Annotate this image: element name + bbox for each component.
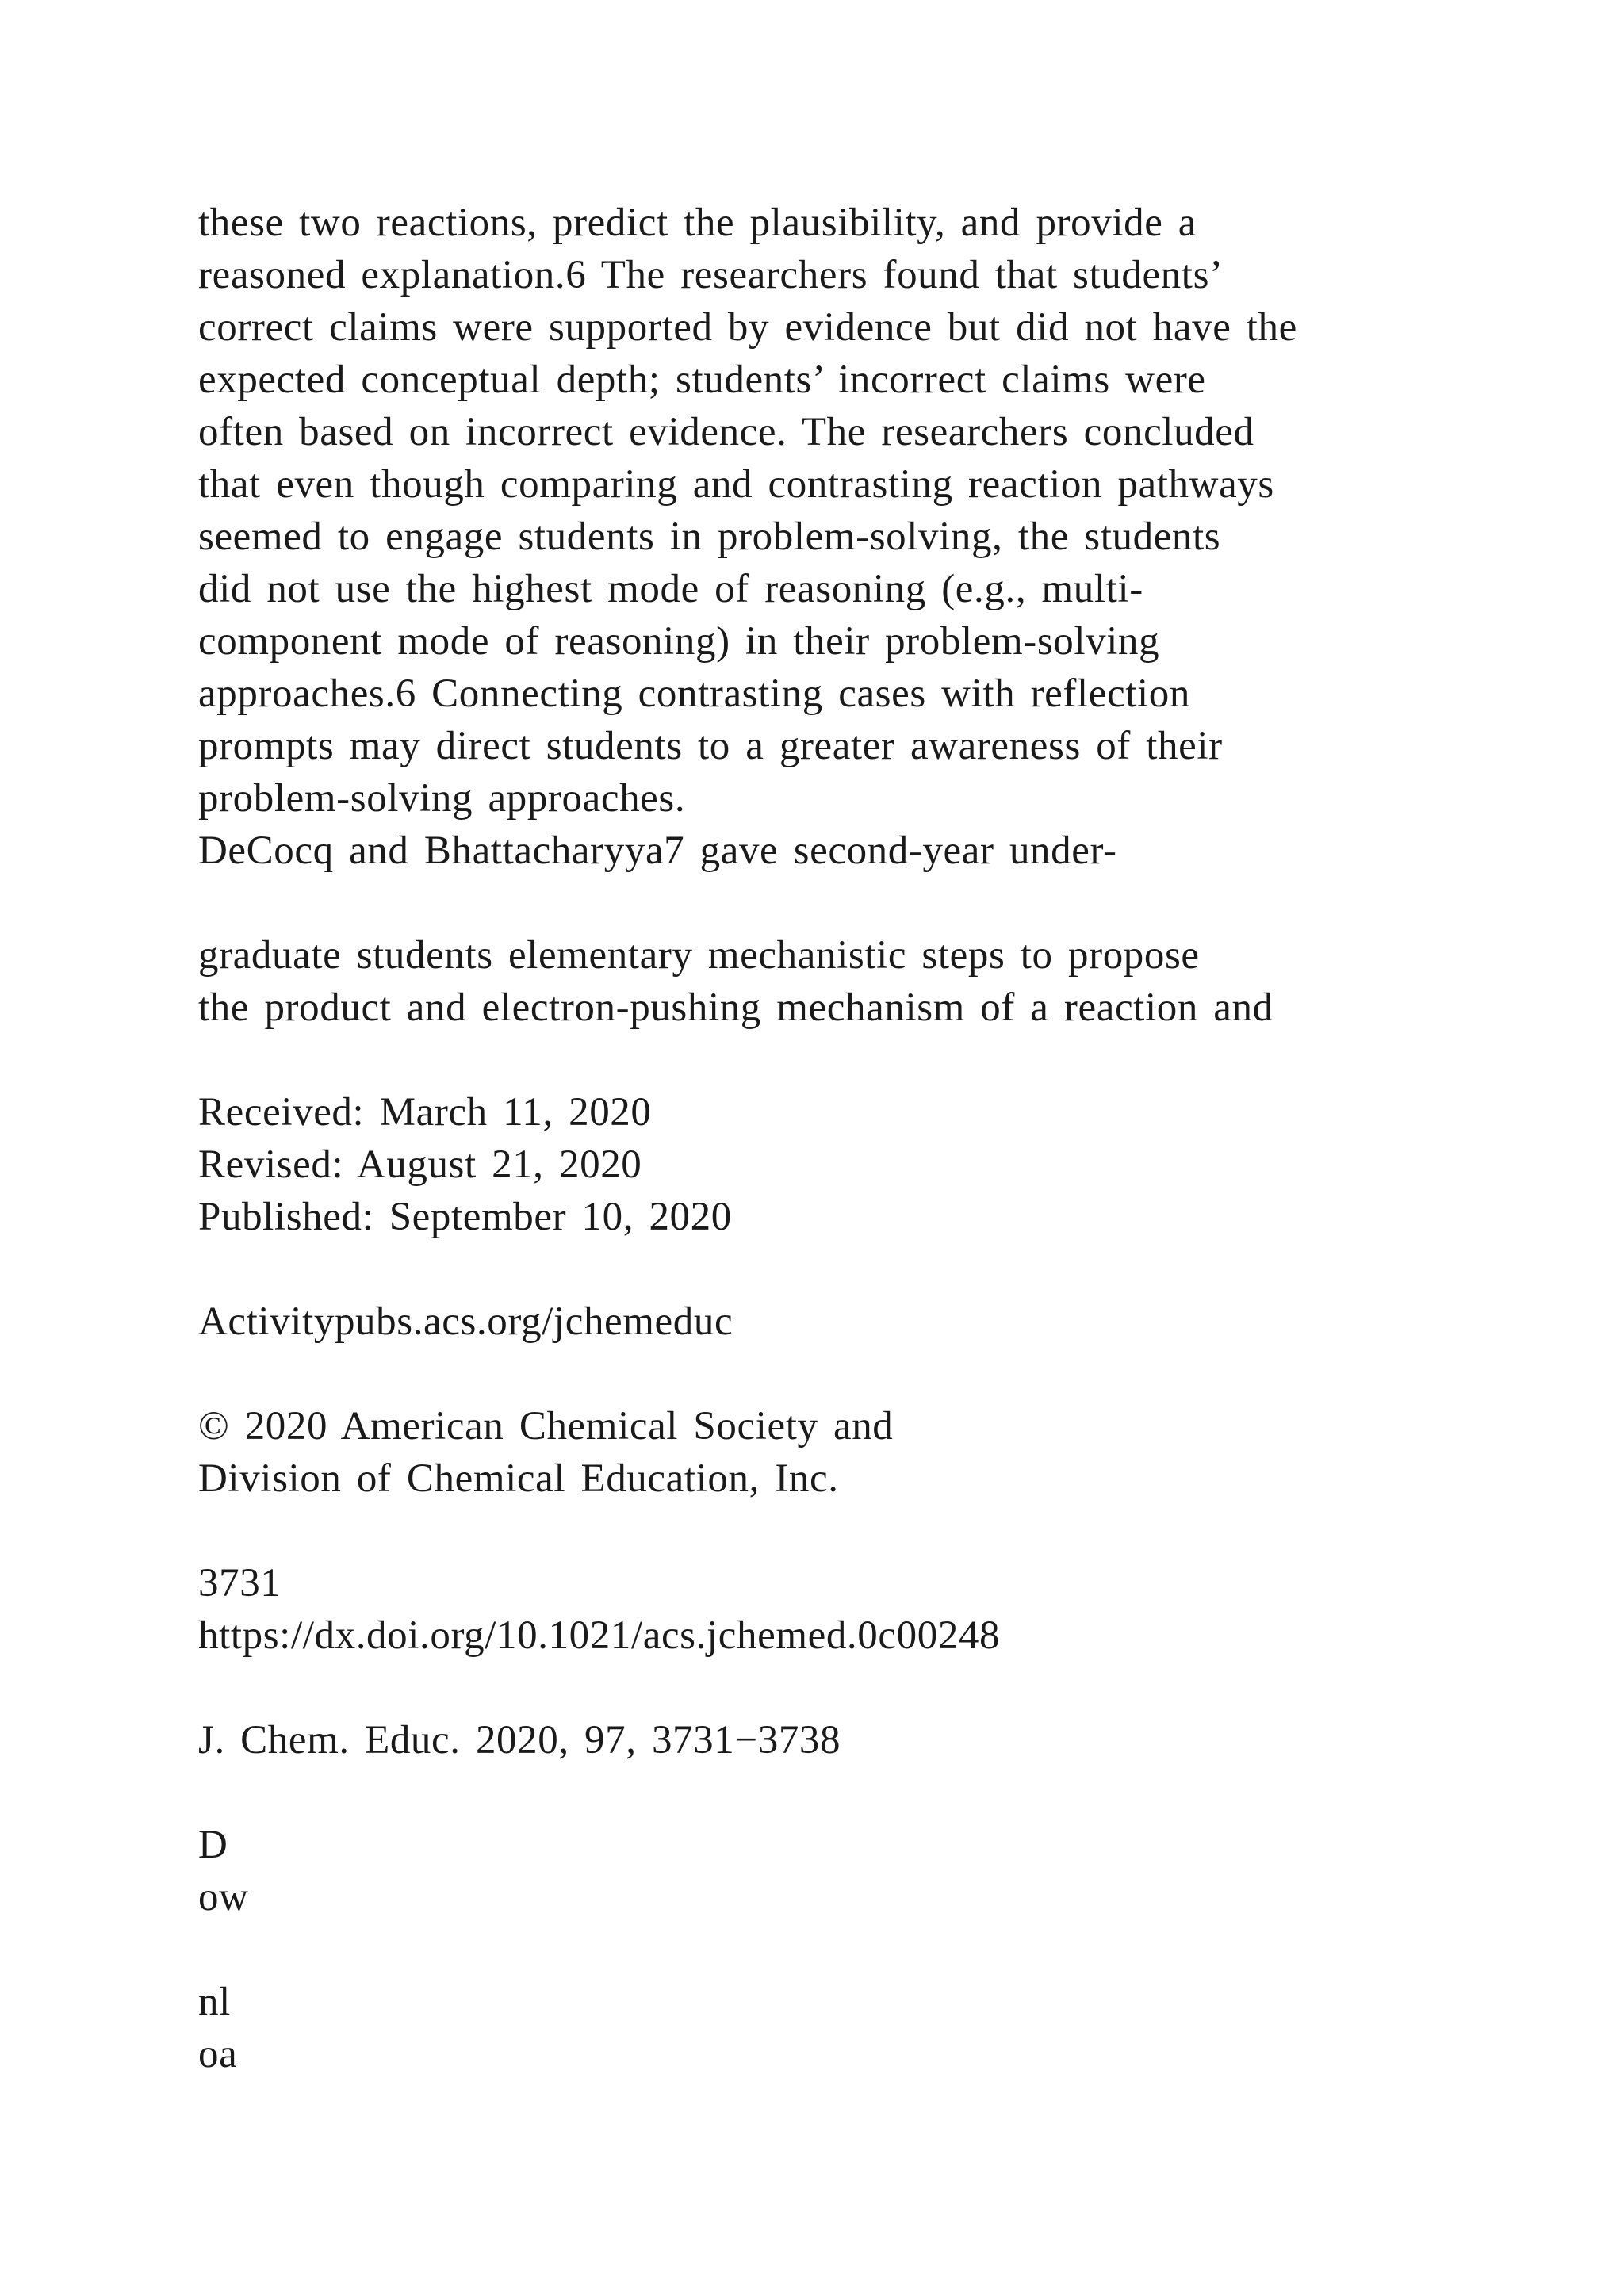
copyright-line-2: Division of Chemical Education, Inc. (198, 1456, 839, 1501)
text-line: DeCocq and Bhattacharyya7 gave second-year under- (198, 828, 1117, 873)
text-line: reasoned explanation.6 The researchers found that students’ (198, 253, 1224, 297)
copyright-line-1: © 2020 American Chemical Society and (198, 1404, 894, 1448)
blank-line (198, 877, 1435, 929)
body-paragraph-2 (198, 929, 1435, 1034)
copyright-notice (198, 1400, 1435, 1505)
fragment-text: oa (198, 2032, 238, 2076)
text-line: problem-solving approaches. (198, 776, 686, 821)
blank-line (198, 1348, 1435, 1400)
text-line: often based on incorrect evidence. The researchers concluded (198, 410, 1254, 454)
blank-line (198, 1505, 1435, 1557)
text-line: prompts may direct students to a greater awareness of their (198, 724, 1223, 768)
text-line: approaches.6 Connecting contrasting cases with reflection (198, 672, 1190, 716)
blank-line (198, 1243, 1435, 1295)
activity-url: Activitypubs.acs.org/jchemeduc (198, 1299, 733, 1344)
text-line: expected conceptual depth; students’ incorrect claims were (198, 358, 1206, 402)
download-watermark-fragments (198, 1819, 1435, 2080)
text-line: did not use the highest mode of reasoning (e.g., multi- (198, 567, 1143, 611)
blank-line (198, 1923, 1435, 1976)
blank-line (198, 1662, 1435, 1714)
article-history (198, 1086, 1435, 1243)
fragment-text: ow (198, 1875, 249, 1919)
body-paragraph-1 (198, 197, 1435, 877)
fragment-text: nl (198, 1980, 231, 2024)
text-line: component mode of reasoning) in their problem-solving (198, 619, 1160, 664)
text-line: seemed to engage students in problem-solving, the students (198, 515, 1221, 559)
received-date: Received: March 11, 2020 (198, 1090, 652, 1135)
doi-link[interactable]: https://dx.doi.org/10.1021/acs.jchemed.0c00248 (198, 1613, 1001, 1658)
text-line: the product and electron-pushing mechanism of a reaction and (198, 985, 1274, 1030)
page-number: 3731 (198, 1561, 282, 1605)
text-line: graduate students elementary mechanistic steps to propose (198, 933, 1200, 978)
blank-line (198, 1034, 1435, 1086)
text-line: correct claims were supported by evidence but did not have the (198, 305, 1297, 350)
blank-line (198, 1766, 1435, 1819)
text-line: that even though comparing and contrasting reaction pathways (198, 462, 1274, 507)
revised-date: Revised: August 21, 2020 (198, 1142, 642, 1187)
text-line: these two reactions, predict the plausibility, and provide a (198, 201, 1197, 245)
journal-citation: J. Chem. Educ. 2020, 97, 3731−3738 (198, 1718, 841, 1762)
document-page (198, 197, 1435, 2080)
published-date: Published: September 10, 2020 (198, 1195, 732, 1239)
fragment-text: D (198, 1823, 228, 1867)
